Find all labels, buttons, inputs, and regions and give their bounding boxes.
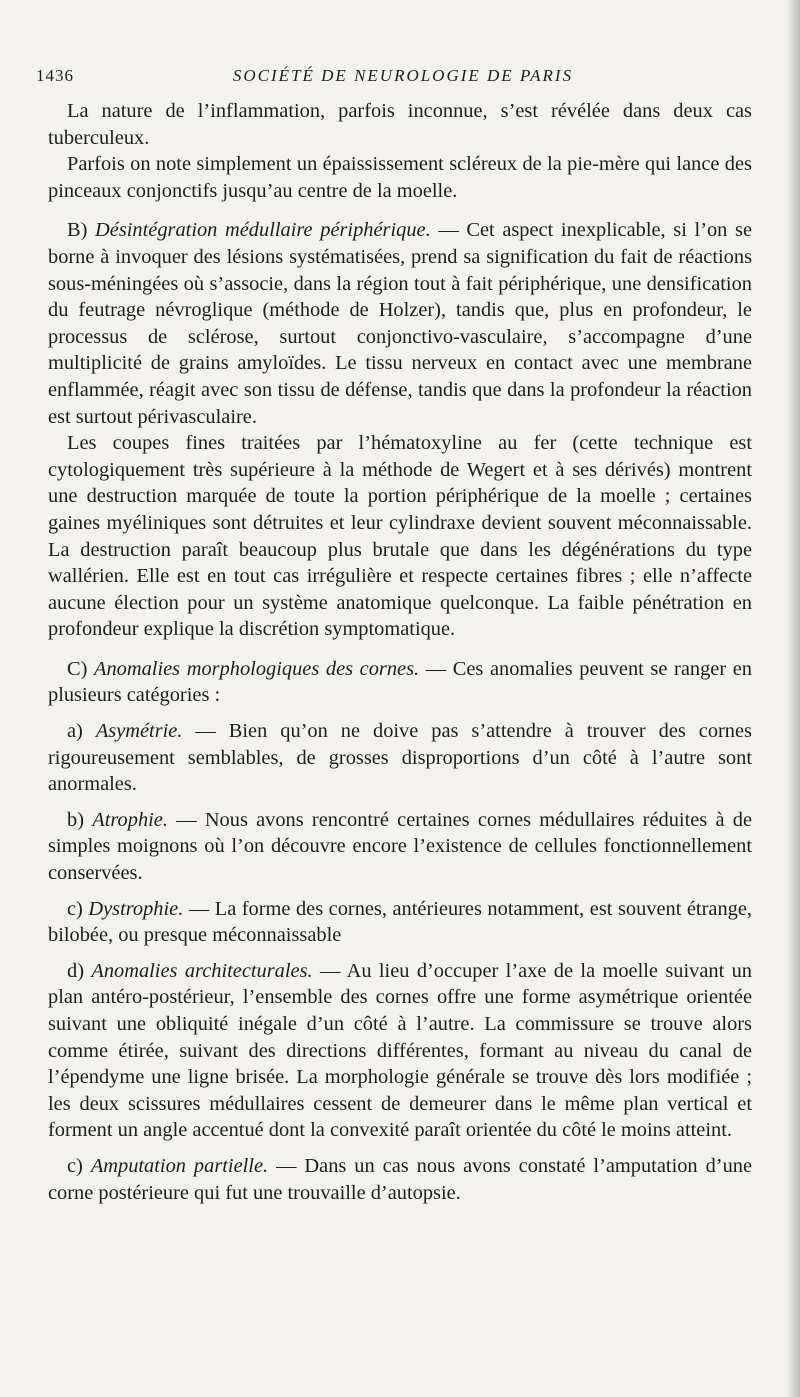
section-text: — Ces anomalies peuvent se ranger en plusieurs catégories : — [48, 657, 752, 707]
subsection-text: — Bien qu’on ne doive pas s’attendre à trouver des cornes rigoureusement semblables, de grosses disproportions d’un côté à l’autre sont anormales. — [48, 720, 752, 796]
section-c — [48, 656, 752, 709]
section-label: B) — [67, 219, 88, 242]
subsection-label: c) — [67, 897, 83, 920]
section-label: C) — [67, 657, 88, 680]
subsection-title: Atrophie. — [92, 808, 168, 831]
page-number: 1436 — [36, 66, 74, 85]
section-title: Désintégration médullaire périphérique. — [95, 219, 431, 242]
running-title: SOCIÉTÉ DE NEUROLOGIE DE PARIS — [232, 66, 574, 85]
subsection-label: d) — [67, 959, 84, 982]
paragraph-text: La nature de l’inflammation, parfois inconnue, s’est révélée dans deux cas tuberculeux. — [48, 100, 752, 149]
subsection-text: — La forme des cornes, antérieures notamment, est souvent étrange, bilobée, ou presque méconnaissable — [48, 897, 752, 947]
subsection-title: Amputation partielle. — [90, 1154, 269, 1177]
subsection-title: Dystrophie. — [88, 897, 184, 920]
paragraph-text: Les coupes fines traitées par l’hématoxyline au fer (cette technique est cytologiquement très supérieure à la méthode de Wegert et à ses dérivés) montrent une destruction marquée de toute la portion périphérique de la moelle ; certaines gaines myéliniques sont détruites et leur cylindraxe devient souvent méconnaissable. La destruction paraît beaucoup plus brutale que dans les dégénérations du type wallérien. Elle est en tout cas irrégulière et respecte certaines fibres ; elle n’affecte aucune élection pour un système anatomique quelconque. La faible pénétration en profondeur explique la discrétion symptomatique. — [48, 432, 752, 641]
paragraph-pie-mere — [48, 151, 752, 204]
subsection-label: c) — [67, 1154, 83, 1177]
paragraph-inflammation — [48, 98, 752, 151]
paragraph-text: Parfois on note simplement un épaississement scléreux de la pie-mère qui lance des pinceaux conjonctifs jusqu’au centre de la moelle. — [48, 153, 752, 202]
page-header — [36, 66, 740, 90]
subsection-a — [48, 718, 752, 798]
subsection-c-dystrophie — [48, 896, 752, 949]
body-text — [48, 98, 752, 1206]
subsection-title: Asymétrie. — [95, 720, 183, 743]
subsection-label: a) — [67, 720, 83, 743]
page-edge-shadow — [786, 0, 800, 1397]
subsection-title: Anomalies architecturales. — [91, 959, 313, 982]
subsection-c-amputation — [48, 1153, 752, 1206]
subsection-b — [48, 807, 752, 887]
section-title: Anomalies morphologiques des cornes. — [94, 657, 420, 680]
section-text: — Cet aspect inexplicable, si l’on se borne à invoquer des lésions systématisées, prend sa signification du fait de réactions sous-méningées où s’associe, dans la région tout à fait périphérique, une densification du feutrage névroglique (méthode de Holzer), tandis que, plus en profondeur, le processus de sclérose, surtout conjonctivo-vasculaire, s’accompagne d’une multiplicité de grains amyloïdes. Le tissu nerveux en contact avec une membrane enflammée, réagit avec son tissu de défense, tandis que dans la profondeur la réaction est surtout périvasculaire. — [48, 219, 753, 428]
subsection-label: b) — [67, 808, 84, 831]
subsection-d — [48, 958, 752, 1144]
subsection-text: — Au lieu d’occuper l’axe de la moelle suivant un plan antéro-postérieur, l’ensemble des cornes offre une forme asymétrique orientée suivant une obliquité inégale d’un côté à l’autre. La commissure se trouve alors comme étirée, suivant des directions différentes, formant au niveau du canal de l’épendyme une ligne brisée. La morphologie générale se trouve dès lors modifiée ; les deux scissures médullaires cessent de demeurer dans le même plan vertical et forment un angle accentué dont la convexité paraît orientée du côté le moins atteint. — [48, 959, 752, 1142]
subsection-text: — Nous avons rencontré certaines cornes médullaires réduites à de simples moignons où l’on découvre encore l’existence de cellules fonctionnellement conservées. — [48, 808, 752, 885]
subsection-text: — Dans un cas nous avons constaté l’amputation d’une corne postérieure qui fut une trouvaille d’autopsie. — [48, 1154, 753, 1204]
section-b — [48, 217, 752, 430]
paragraph-coupes — [48, 430, 752, 643]
